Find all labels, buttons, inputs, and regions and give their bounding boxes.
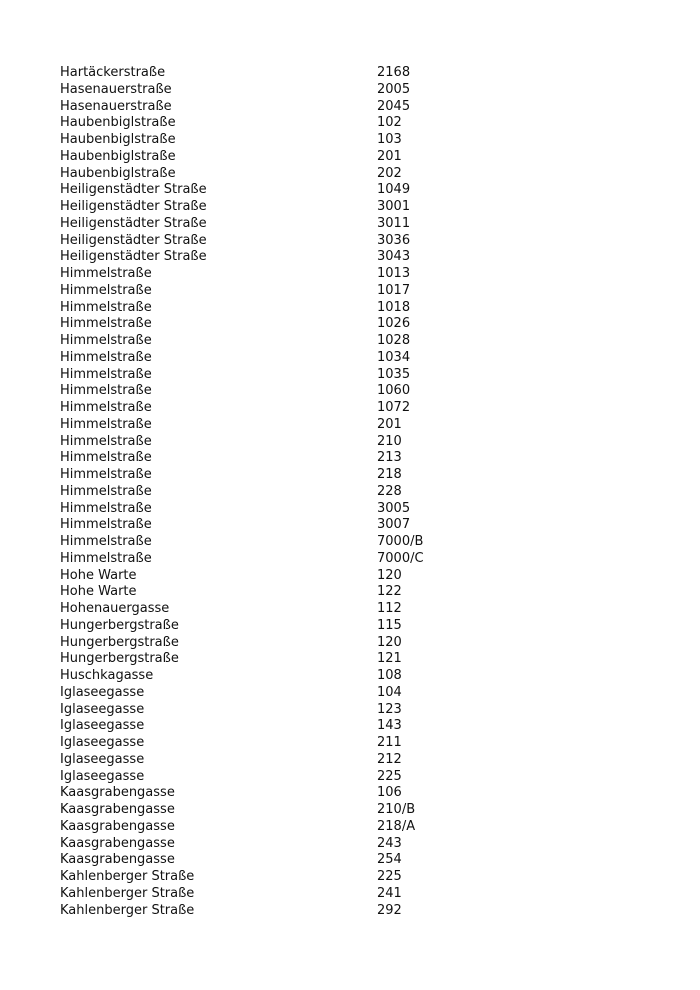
street-name: Kaasgrabengasse: [60, 802, 175, 817]
street-name: Kaasgrabengasse: [60, 852, 175, 868]
list-item: [60, 316, 640, 333]
street-name: Haubenbiglstraße: [60, 148, 176, 164]
address-number: 3036: [377, 232, 411, 248]
list-item: [60, 651, 640, 668]
address-number: 120: [377, 634, 402, 650]
street-name: Heiligenstädter Straße: [60, 199, 207, 214]
list-item: [60, 333, 640, 350]
street-name: Iglaseegasse: [60, 701, 145, 717]
list-item: [60, 99, 640, 116]
address-number: 218/A: [377, 818, 416, 834]
list-item: [60, 266, 640, 283]
street-name: Haubenbiglstraße: [60, 165, 176, 181]
list-item: [60, 132, 640, 149]
list-item: [60, 819, 640, 836]
address-number: 102: [377, 115, 402, 131]
address-number: 120: [377, 567, 402, 583]
street-name: Kaasgrabengasse: [60, 785, 175, 801]
street-name: Huschkagasse: [60, 668, 154, 683]
address-number: 115: [377, 617, 402, 633]
list-item: [60, 735, 640, 752]
street-name: Himmelstraße: [60, 517, 152, 533]
address-number: 213: [377, 450, 402, 466]
street-name: Himmelstraße: [60, 266, 152, 281]
address-number: 1049: [377, 182, 411, 198]
street-name: Himmelstraße: [60, 416, 152, 432]
address-number: 123: [377, 701, 402, 717]
address-number: 241: [377, 885, 402, 901]
list-item: [60, 601, 640, 618]
street-name: Iglaseegasse: [60, 751, 145, 767]
list-item: [60, 501, 640, 518]
address-number: 201: [377, 148, 402, 164]
street-name: Himmelstraße: [60, 333, 152, 348]
street-name: Himmelstraße: [60, 433, 152, 449]
list-item: [60, 400, 640, 417]
list-item: [60, 300, 640, 317]
address-number: 104: [377, 684, 402, 700]
address-number: 143: [377, 718, 402, 734]
address-number: 106: [377, 785, 402, 801]
street-name: Himmelstraße: [60, 500, 152, 516]
address-number: 1013: [377, 266, 411, 281]
list-item: [60, 903, 640, 920]
list-item: [60, 785, 640, 802]
street-name: Himmelstraße: [60, 366, 152, 382]
address-number: 122: [377, 584, 402, 600]
street-name: Hohe Warte: [60, 584, 137, 600]
list-item: [60, 249, 640, 266]
list-item: [60, 467, 640, 484]
address-number: 2045: [377, 98, 411, 114]
address-number: 3043: [377, 249, 411, 265]
address-number: 2168: [377, 65, 411, 80]
address-number: 210: [377, 433, 402, 449]
address-number: 212: [377, 751, 402, 767]
address-number: 1035: [377, 366, 411, 382]
list-item: [60, 417, 640, 434]
address-number: 201: [377, 416, 402, 432]
list-item: [60, 568, 640, 585]
street-name: Hungerbergstraße: [60, 617, 179, 633]
list-item: [60, 283, 640, 300]
list-item: [60, 802, 640, 819]
street-name: Heiligenstädter Straße: [60, 215, 207, 231]
address-number: 1026: [377, 316, 411, 332]
address-number: 1072: [377, 400, 411, 415]
street-name: Himmelstraße: [60, 383, 152, 399]
street-name: Haubenbiglstraße: [60, 132, 176, 147]
address-number: 210/B: [377, 802, 416, 817]
street-name: Himmelstraße: [60, 483, 152, 499]
address-number: 225: [377, 768, 402, 784]
street-name: Kaasgrabengasse: [60, 818, 175, 834]
street-name: Himmelstraße: [60, 534, 152, 549]
address-number: 3005: [377, 500, 411, 516]
street-name: Himmelstraße: [60, 550, 152, 566]
list-item: [60, 551, 640, 568]
list-item: [60, 534, 640, 551]
address-number: 243: [377, 835, 402, 851]
street-name: Hohe Warte: [60, 567, 137, 583]
list-item: [60, 450, 640, 467]
address-number: 3007: [377, 517, 411, 533]
street-name: Heiligenstädter Straße: [60, 249, 207, 265]
address-number: 254: [377, 852, 402, 868]
address-number: 112: [377, 601, 402, 616]
address-list: [60, 65, 640, 919]
list-item: [60, 685, 640, 702]
street-name: Iglaseegasse: [60, 718, 145, 734]
list-item: [60, 434, 640, 451]
address-number: 228: [377, 483, 402, 499]
list-item: [60, 635, 640, 652]
list-item: [60, 869, 640, 886]
list-item: [60, 702, 640, 719]
street-name: Heiligenstädter Straße: [60, 232, 207, 248]
street-name: Iglaseegasse: [60, 735, 145, 750]
address-number: 7000/C: [377, 550, 424, 566]
address-number: 1028: [377, 333, 411, 348]
street-name: Himmelstraße: [60, 400, 152, 415]
list-item: [60, 718, 640, 735]
list-item: [60, 517, 640, 534]
list-item: [60, 836, 640, 853]
address-number: 218: [377, 467, 402, 482]
street-name: Himmelstraße: [60, 316, 152, 332]
street-name: Kahlenberger Straße: [60, 869, 195, 884]
address-number: 7000/B: [377, 534, 424, 549]
list-item: [60, 216, 640, 233]
list-item: [60, 82, 640, 99]
list-item: [60, 233, 640, 250]
list-item: [60, 769, 640, 786]
address-number: 3011: [377, 215, 411, 231]
street-name: Hartäckerstraße: [60, 65, 166, 80]
list-item: [60, 149, 640, 166]
list-item: [60, 367, 640, 384]
address-number: 211: [377, 735, 402, 750]
list-item: [60, 350, 640, 367]
street-name: Heiligenstädter Straße: [60, 182, 207, 198]
list-item: [60, 199, 640, 216]
list-item: [60, 852, 640, 869]
list-item: [60, 182, 640, 199]
address-number: 292: [377, 902, 402, 918]
street-name: Kahlenberger Straße: [60, 885, 195, 901]
address-number: 121: [377, 651, 402, 667]
street-name: Himmelstraße: [60, 450, 152, 466]
street-name: Himmelstraße: [60, 282, 152, 298]
address-number: 1018: [377, 299, 411, 315]
street-name: Iglaseegasse: [60, 768, 145, 784]
address-number: 1060: [377, 383, 411, 399]
street-name: Himmelstraße: [60, 467, 152, 482]
street-name: Hungerbergstraße: [60, 634, 179, 650]
street-name: Haubenbiglstraße: [60, 115, 176, 131]
list-item: [60, 618, 640, 635]
address-number: 103: [377, 132, 402, 147]
street-name: Hasenauerstraße: [60, 81, 172, 97]
street-name: Hungerbergstraße: [60, 651, 179, 667]
list-item: [60, 752, 640, 769]
street-name: Iglaseegasse: [60, 684, 145, 700]
list-item: [60, 484, 640, 501]
list-item: [60, 166, 640, 183]
address-number: 108: [377, 668, 402, 683]
list-item: [60, 383, 640, 400]
list-item: [60, 584, 640, 601]
address-number: 202: [377, 165, 402, 181]
address-number: 3001: [377, 199, 411, 214]
address-number: 225: [377, 869, 402, 884]
address-number: 1017: [377, 282, 411, 298]
list-item: [60, 668, 640, 685]
address-number: 1034: [377, 349, 411, 365]
street-name: Himmelstraße: [60, 299, 152, 315]
street-name: Kaasgrabengasse: [60, 835, 175, 851]
street-name: Hasenauerstraße: [60, 98, 172, 114]
address-number: 2005: [377, 81, 411, 97]
list-item: [60, 886, 640, 903]
street-name: Hohenauergasse: [60, 601, 170, 616]
list-item: [60, 115, 640, 132]
street-name: Himmelstraße: [60, 349, 152, 365]
street-name: Kahlenberger Straße: [60, 902, 195, 918]
list-item: [60, 65, 640, 82]
